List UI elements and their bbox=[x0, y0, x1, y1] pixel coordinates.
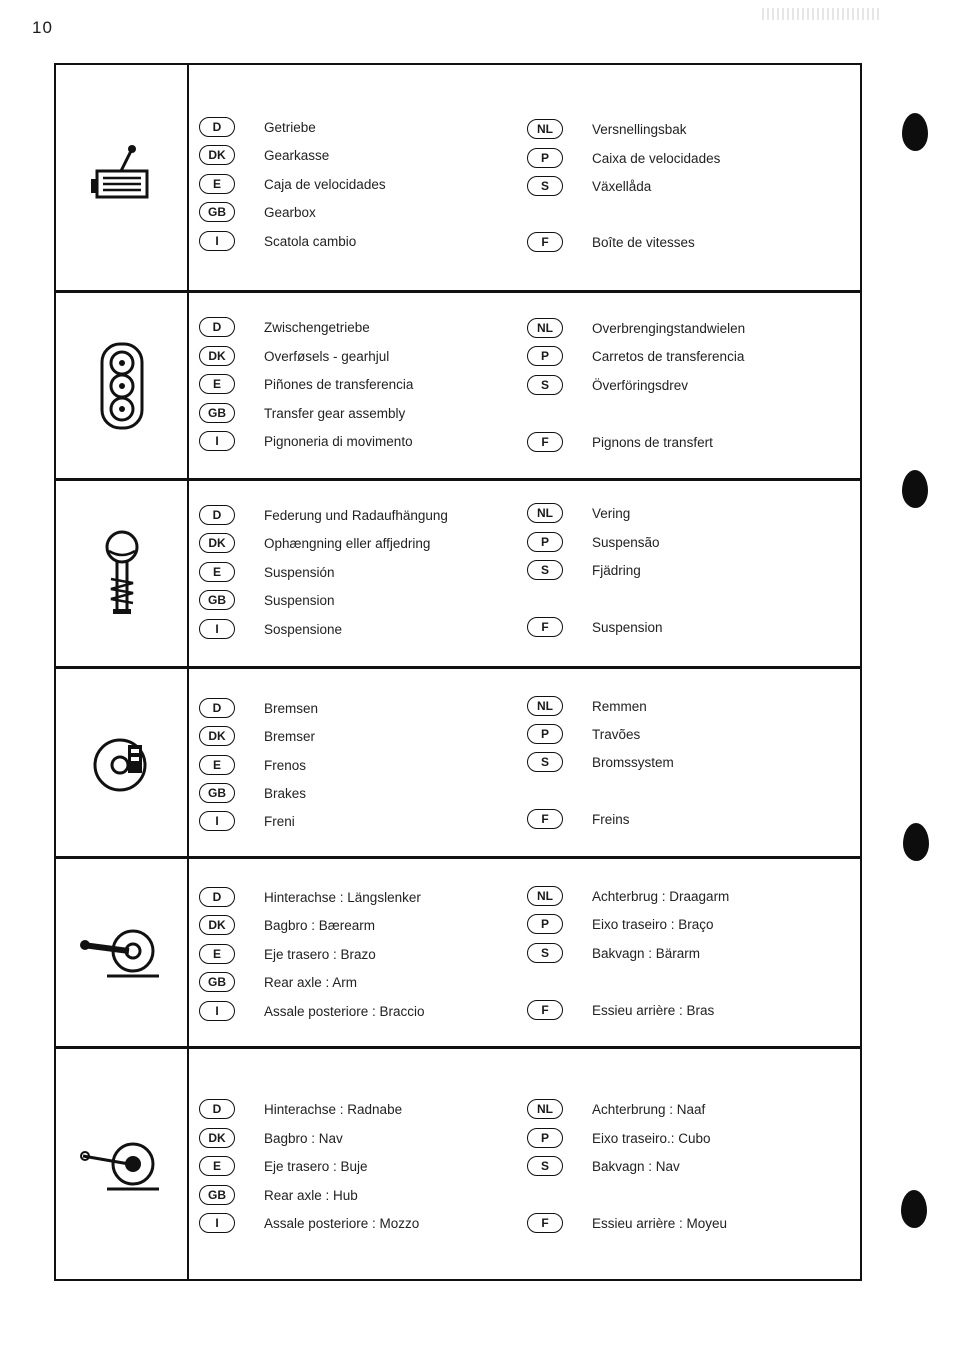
gearbox-right-row bbox=[527, 230, 695, 254]
gearbox-left-row bbox=[199, 115, 316, 139]
translated-term: Freni bbox=[264, 813, 295, 829]
language-code-badge: I bbox=[199, 1213, 235, 1233]
transfer-gear-left-row bbox=[199, 344, 389, 368]
transfer-gear-right-row bbox=[527, 316, 745, 340]
translated-term: Transfer gear assembly bbox=[264, 405, 406, 421]
language-code-badge: GB bbox=[199, 202, 235, 222]
language-code-badge: D bbox=[199, 887, 235, 907]
transfer-gear-right-row bbox=[527, 430, 713, 454]
language-code-badge: NL bbox=[527, 119, 563, 139]
translated-term: Pignons de transfert bbox=[592, 434, 713, 450]
gearbox-right-row bbox=[527, 174, 651, 198]
language-code-badge: I bbox=[199, 231, 235, 251]
binder-hole-2 bbox=[902, 470, 928, 508]
translated-term: Eixo traseiro.: Cubo bbox=[592, 1130, 711, 1146]
transfer-gear-icon bbox=[56, 293, 187, 478]
language-code-badge: D bbox=[199, 505, 235, 525]
language-code-badge: F bbox=[527, 1213, 563, 1233]
brakes-left-row bbox=[199, 696, 318, 720]
binder-hole-4 bbox=[901, 1190, 927, 1228]
translated-term: Caixa de velocidades bbox=[592, 150, 721, 166]
rear-axle-arm-icon bbox=[56, 859, 187, 1046]
translated-term: Fjädring bbox=[592, 562, 641, 578]
translated-term: Getriebe bbox=[264, 119, 316, 135]
language-code-badge: S bbox=[527, 375, 563, 395]
language-code-badge: P bbox=[527, 148, 563, 168]
translated-term: Eje trasero : Brazo bbox=[264, 946, 376, 962]
rear-axle-arm-left-row bbox=[199, 970, 357, 994]
translated-term: Zwischengetriebe bbox=[264, 319, 370, 335]
rear-axle-arm-right-row bbox=[527, 912, 714, 936]
language-code-badge: GB bbox=[199, 972, 235, 992]
section-brakes bbox=[56, 669, 860, 859]
suspension-right-row bbox=[527, 615, 663, 639]
brakes-right-row bbox=[527, 694, 647, 718]
language-code-badge: P bbox=[527, 914, 563, 934]
translated-term: Pignoneria di movimento bbox=[264, 433, 413, 449]
suspension-left-row bbox=[199, 617, 342, 641]
language-code-badge: NL bbox=[527, 503, 563, 523]
language-code-badge: D bbox=[199, 117, 235, 137]
brakes-left-row bbox=[199, 809, 295, 833]
translated-term: Bakvagn : Bärarm bbox=[592, 945, 701, 961]
language-code-badge: DK bbox=[199, 1128, 235, 1148]
language-code-badge: DK bbox=[199, 726, 235, 746]
scan-artifact bbox=[762, 8, 882, 20]
translated-term: Sospensione bbox=[264, 621, 343, 637]
translated-term: Växellåda bbox=[592, 178, 652, 194]
rear-axle-arm-left-row bbox=[199, 999, 425, 1023]
suspension-left-row bbox=[199, 531, 430, 555]
language-code-badge: E bbox=[199, 944, 235, 964]
language-code-badge: E bbox=[199, 374, 235, 394]
translated-term: Piñones de transferencia bbox=[264, 376, 414, 392]
suspension-left-row bbox=[199, 503, 448, 527]
translated-term: Freins bbox=[592, 811, 630, 827]
translated-term: Bromssystem bbox=[592, 754, 674, 770]
gearbox-left-row bbox=[199, 229, 356, 253]
language-code-badge: NL bbox=[527, 1099, 563, 1119]
translated-term: Vering bbox=[592, 505, 631, 521]
language-code-badge: F bbox=[527, 1000, 563, 1020]
rear-axle-arm-right-row bbox=[527, 941, 700, 965]
language-code-badge: D bbox=[199, 317, 235, 337]
translated-term: Essieu arrière : Bras bbox=[592, 1002, 715, 1018]
language-code-badge: GB bbox=[199, 403, 235, 423]
translated-term: Ophængning eller affjedring bbox=[264, 535, 431, 551]
language-code-badge: GB bbox=[199, 1185, 235, 1205]
language-table bbox=[54, 63, 862, 1281]
language-code-badge: F bbox=[527, 617, 563, 637]
translated-term: Essieu arrière : Moyeu bbox=[592, 1215, 728, 1231]
translated-term: Suspension bbox=[592, 619, 663, 635]
language-code-badge: NL bbox=[527, 886, 563, 906]
language-code-badge: F bbox=[527, 432, 563, 452]
gearbox-left-row bbox=[199, 143, 329, 167]
suspension-right-row bbox=[527, 501, 630, 525]
section-rear-axle-hub bbox=[56, 1049, 860, 1283]
translated-term: Bagbro : Bærearm bbox=[264, 917, 376, 933]
brake-disc-icon bbox=[56, 669, 187, 856]
binder-hole-1 bbox=[902, 113, 928, 151]
rear-axle-arm-right-row bbox=[527, 884, 729, 908]
translated-term: Bremser bbox=[264, 728, 316, 744]
translated-term: Achterbrug : Draagarm bbox=[592, 888, 730, 904]
language-code-badge: S bbox=[527, 560, 563, 580]
language-code-badge: F bbox=[527, 809, 563, 829]
language-code-badge: E bbox=[199, 174, 235, 194]
language-code-badge: S bbox=[527, 752, 563, 772]
language-code-badge: DK bbox=[199, 346, 235, 366]
translated-term: Achterbrung : Naaf bbox=[592, 1101, 706, 1117]
translated-term: Versnellingsbak bbox=[592, 121, 687, 137]
translated-term: Assale posteriore : Mozzo bbox=[264, 1215, 420, 1231]
rear-axle-hub-left-row bbox=[199, 1211, 419, 1235]
translated-term: Scatola cambio bbox=[264, 233, 357, 249]
brakes-left-row bbox=[199, 753, 306, 777]
rear-axle-arm-right-row bbox=[527, 998, 714, 1022]
translated-term: Bagbro : Nav bbox=[264, 1130, 343, 1146]
translated-term: Frenos bbox=[264, 757, 307, 773]
translated-term: Gearbox bbox=[264, 204, 316, 220]
rear-axle-hub-left-row bbox=[199, 1154, 368, 1178]
suspension-icon bbox=[56, 481, 187, 666]
translated-term: Överföringsdrev bbox=[592, 377, 689, 393]
gearbox-right-row bbox=[527, 146, 720, 170]
gearbox-right-row bbox=[527, 117, 687, 141]
suspension-right-row bbox=[527, 530, 660, 554]
translated-term: Brakes bbox=[264, 785, 307, 801]
transfer-gear-right-row bbox=[527, 373, 688, 397]
rear-axle-arm-left-row bbox=[199, 942, 376, 966]
translated-term: Assale posteriore : Braccio bbox=[264, 1003, 425, 1019]
section-rear-axle-arm bbox=[56, 859, 860, 1049]
language-code-badge: D bbox=[199, 1099, 235, 1119]
translated-term: Gearkasse bbox=[264, 147, 330, 163]
binder-hole-3 bbox=[903, 823, 929, 861]
rear-axle-hub-right-row bbox=[527, 1097, 705, 1121]
translated-term: Travões bbox=[592, 726, 641, 742]
transfer-gear-left-row bbox=[199, 401, 405, 425]
translated-term: Carretos de transferencia bbox=[592, 348, 745, 364]
brakes-right-row bbox=[527, 750, 674, 774]
translated-term: Suspension bbox=[264, 592, 335, 608]
translated-term: Suspensión bbox=[264, 564, 335, 580]
language-code-badge: E bbox=[199, 562, 235, 582]
translated-term: Rear axle : Hub bbox=[264, 1187, 358, 1203]
language-code-badge: NL bbox=[527, 696, 563, 716]
translated-term: Suspensão bbox=[592, 534, 660, 550]
suspension-right-row bbox=[527, 558, 641, 582]
transfer-gear-left-row bbox=[199, 315, 370, 339]
gearbox-left-row bbox=[199, 172, 386, 196]
translated-term: Eixo traseiro : Braço bbox=[592, 916, 714, 932]
page-number: 10 bbox=[32, 18, 53, 37]
language-code-badge: I bbox=[199, 619, 235, 639]
language-code-badge: NL bbox=[527, 318, 563, 338]
translated-term: Overføsels - gearhjul bbox=[264, 348, 390, 364]
language-code-badge: DK bbox=[199, 533, 235, 553]
transfer-gear-right-row bbox=[527, 344, 744, 368]
gearbox-icon bbox=[56, 65, 187, 290]
section-suspension bbox=[56, 481, 860, 669]
translated-term: Overbrengingstandwielen bbox=[592, 320, 746, 336]
section-transfer-gear bbox=[56, 293, 860, 481]
language-code-badge: F bbox=[527, 232, 563, 252]
suspension-left-row bbox=[199, 560, 335, 584]
section-gearbox bbox=[56, 65, 860, 293]
translated-term: Rear axle : Arm bbox=[264, 974, 358, 990]
language-code-badge: E bbox=[199, 755, 235, 775]
rear-axle-hub-right-row bbox=[527, 1154, 680, 1178]
language-code-badge: GB bbox=[199, 783, 235, 803]
language-code-badge: S bbox=[527, 943, 563, 963]
language-code-badge: P bbox=[527, 346, 563, 366]
language-code-badge: P bbox=[527, 532, 563, 552]
rear-axle-arm-left-row bbox=[199, 885, 421, 909]
language-code-badge: I bbox=[199, 431, 235, 451]
rear-axle-hub-icon bbox=[56, 1049, 187, 1283]
brakes-right-row bbox=[527, 722, 640, 746]
rear-axle-arm-left-row bbox=[199, 913, 375, 937]
brakes-left-row bbox=[199, 724, 315, 748]
language-code-badge: DK bbox=[199, 145, 235, 165]
language-code-badge: S bbox=[527, 176, 563, 196]
translated-term: Boîte de vitesses bbox=[592, 234, 695, 250]
translated-term: Eje trasero : Buje bbox=[264, 1158, 368, 1174]
rear-axle-hub-right-row bbox=[527, 1126, 711, 1150]
translated-term: Hinterachse : Längslenker bbox=[264, 889, 421, 905]
transfer-gear-left-row bbox=[199, 429, 413, 453]
translated-term: Caja de velocidades bbox=[264, 176, 386, 192]
transfer-gear-left-row bbox=[199, 372, 413, 396]
translated-term: Remmen bbox=[592, 698, 647, 714]
gearbox-left-row bbox=[199, 200, 316, 224]
brakes-right-row bbox=[527, 807, 630, 831]
translated-term: Bremsen bbox=[264, 700, 319, 716]
language-code-badge: S bbox=[527, 1156, 563, 1176]
rear-axle-hub-left-row bbox=[199, 1183, 358, 1207]
translated-term: Federung und Radaufhängung bbox=[264, 507, 448, 523]
rear-axle-hub-left-row bbox=[199, 1126, 343, 1150]
translated-term: Bakvagn : Nav bbox=[592, 1158, 680, 1174]
language-code-badge: P bbox=[527, 724, 563, 744]
language-code-badge: E bbox=[199, 1156, 235, 1176]
language-code-badge: I bbox=[199, 811, 235, 831]
brakes-left-row bbox=[199, 781, 306, 805]
language-code-badge: P bbox=[527, 1128, 563, 1148]
rear-axle-hub-left-row bbox=[199, 1097, 402, 1121]
rear-axle-hub-right-row bbox=[527, 1211, 727, 1235]
suspension-left-row bbox=[199, 588, 335, 612]
language-code-badge: D bbox=[199, 698, 235, 718]
language-code-badge: GB bbox=[199, 590, 235, 610]
language-code-badge: I bbox=[199, 1001, 235, 1021]
translated-term: Hinterachse : Radnabe bbox=[264, 1101, 403, 1117]
language-code-badge: DK bbox=[199, 915, 235, 935]
